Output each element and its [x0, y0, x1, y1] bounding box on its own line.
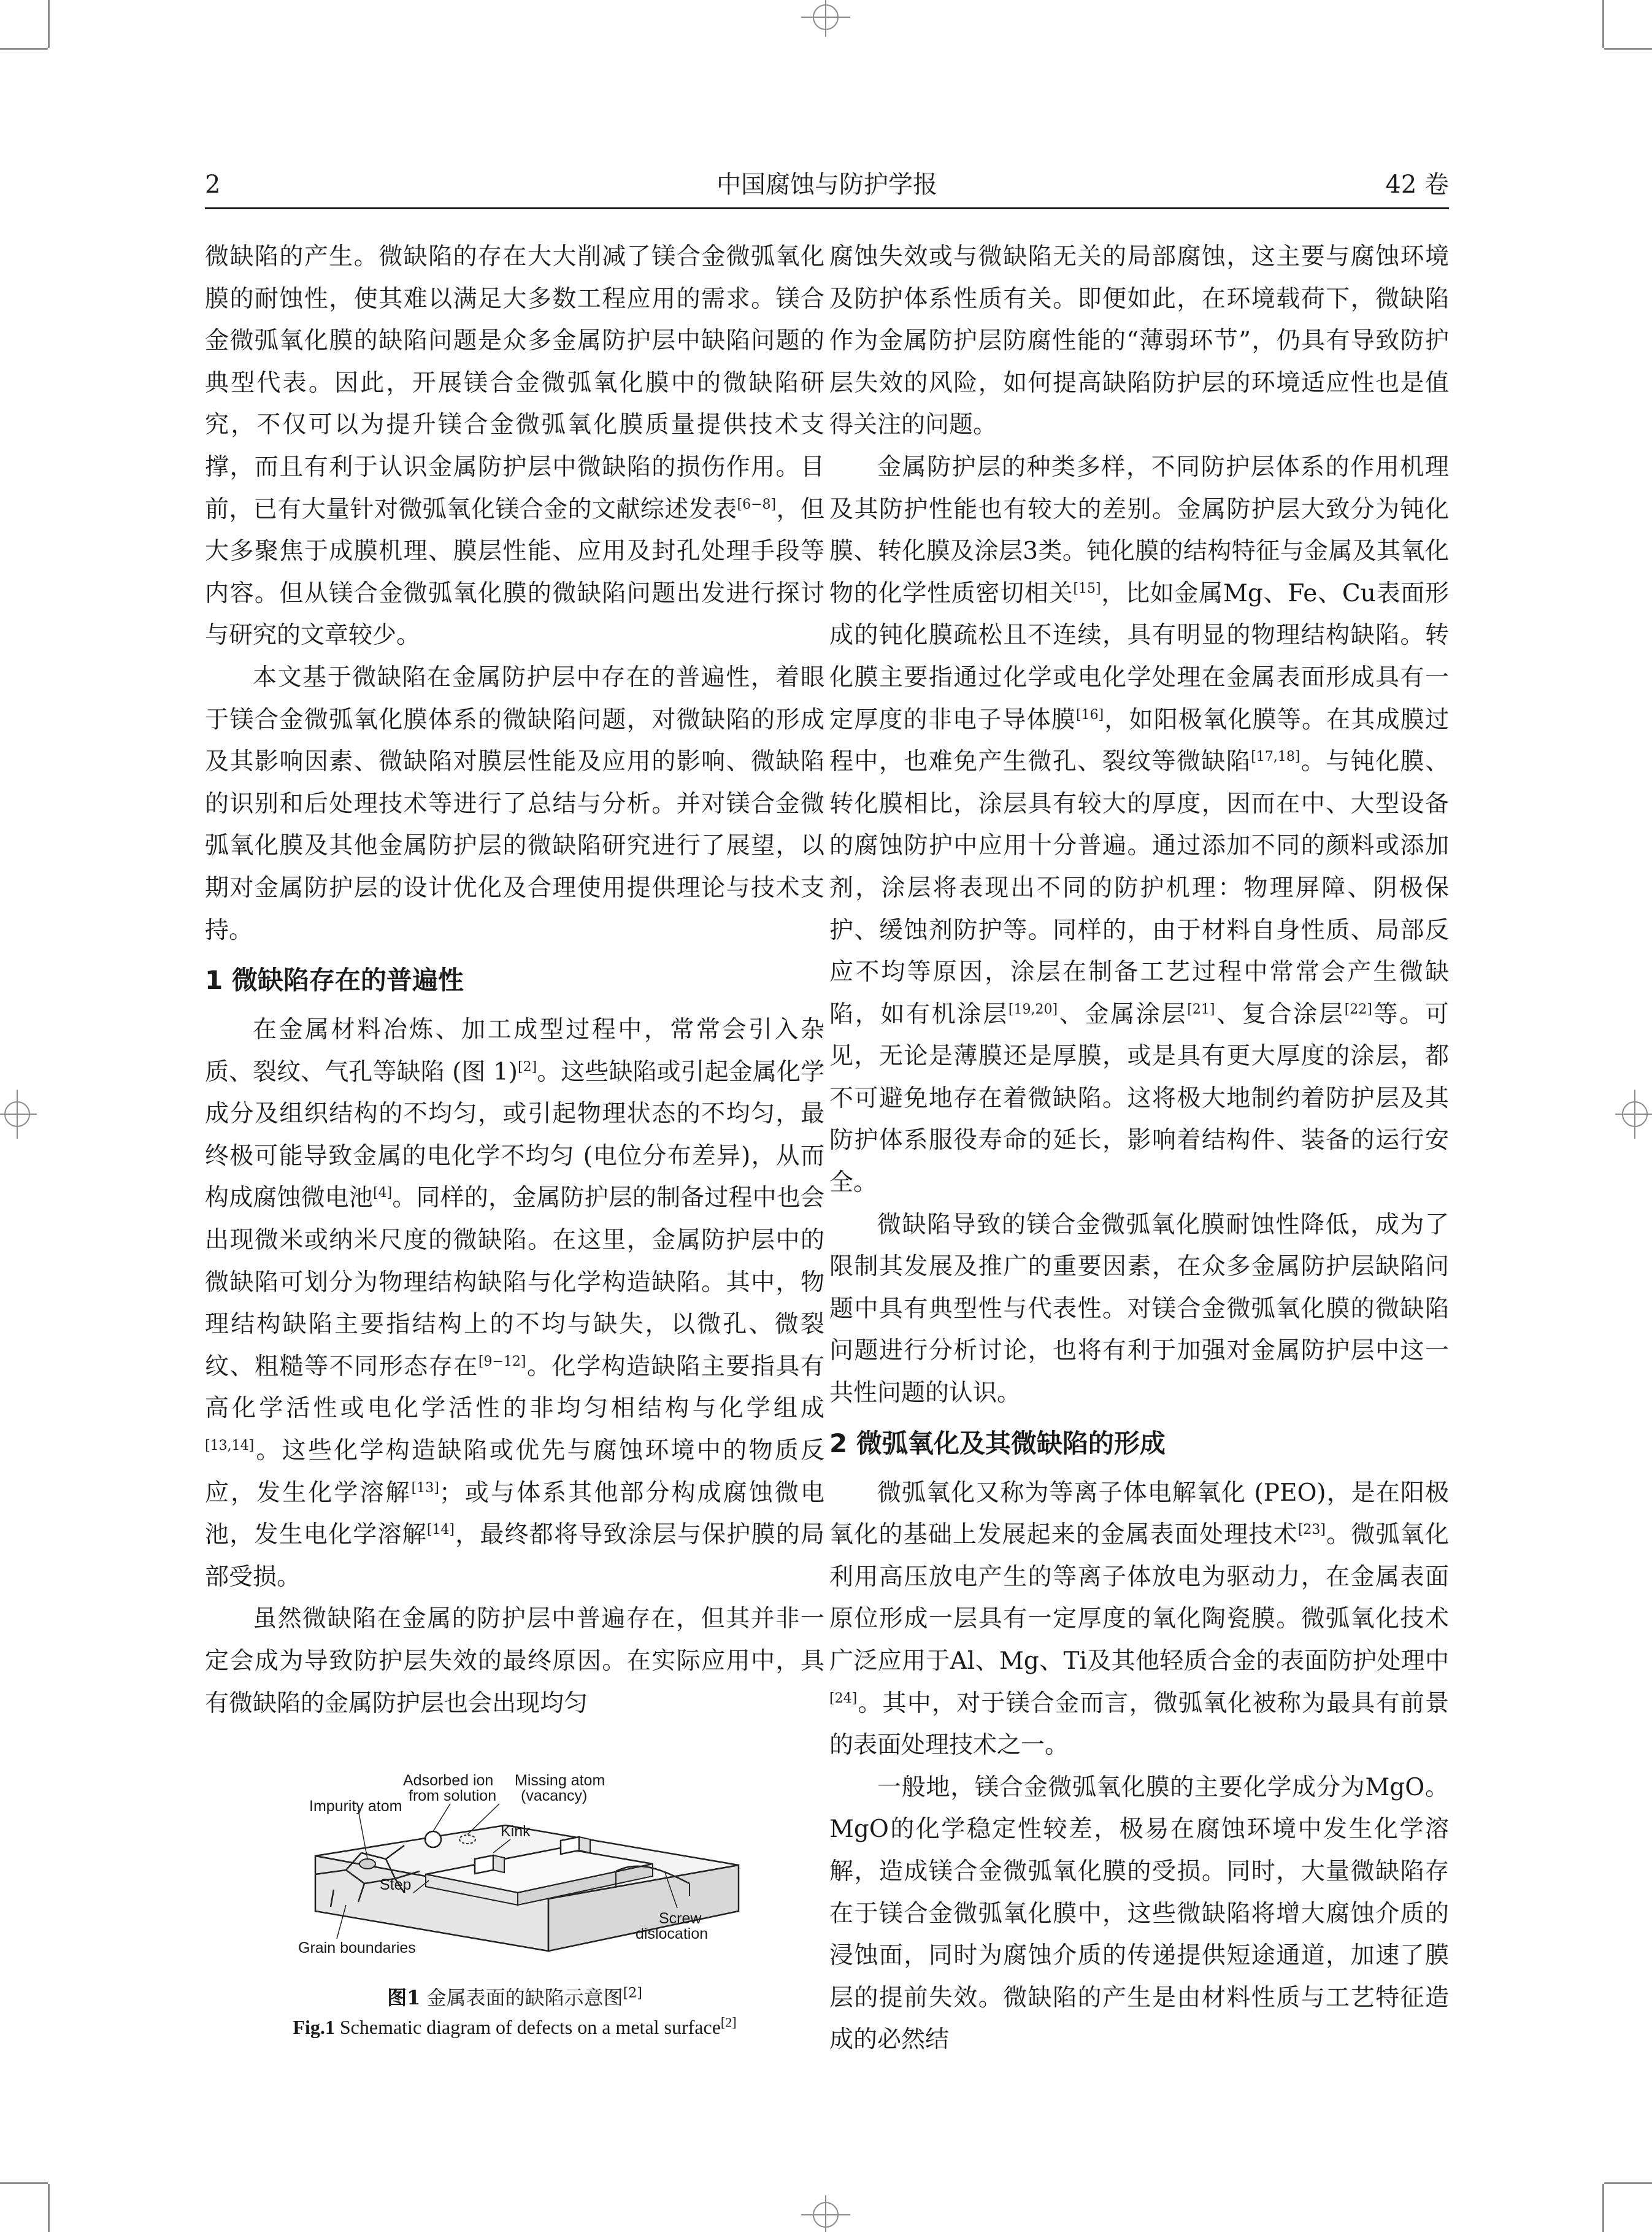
citation[interactable]: [19,20] — [1008, 1001, 1058, 1017]
citation[interactable]: [22] — [1344, 1001, 1372, 1017]
label-grain-boundaries: Grain boundaries — [298, 1939, 416, 1957]
registration-mark-right — [1615, 1090, 1652, 1139]
label-step: Step — [380, 1876, 412, 1893]
citation[interactable]: [9−12] — [478, 1353, 526, 1369]
registration-mark-left — [0, 1090, 37, 1139]
paragraph: 微缺陷的产生。微缺陷的存在大大削减了镁合金微弧氧化膜的耐蚀性，使其难以满足大多数工程应用的需求。镁合金微弧氧化膜的缺陷问题是众多金属防护层中缺陷问题的典型代表。因此，开展镁合金微弧氧化膜中的微缺陷研究，不仅可以为提升镁合金微弧氧化膜质量提供技术支撑，而且有利于认识金属防护层中微缺陷的损伤作用。目前，已有大量针对微弧氧化镁合金的文献综述发表[6−8]，但大多聚焦于成膜机理、膜层性能、应用及封孔处理手段等内容。但从镁合金微弧氧化膜的微缺陷问题出发进行探讨与研究的文章较少。 — [205, 243, 824, 650]
crop-mark-br-h — [1604, 2182, 1652, 2184]
label-missing-atom: Missing atom — [515, 1772, 605, 1789]
paragraph: 本文基于微缺陷在金属防护层中存在的普遍性，着眼于镁合金微弧氧化膜体系的微缺陷问题，对微缺陷的形成及其影响因素、微缺陷对膜层性能及应用的影响、微缺陷的识别和后处理技术等进行了总结与分析。并对镁合金微弧氧化膜及其他金属防护层的微缺陷研究进行了展望，以期对金属防护层的设计优化及合理使用提供理论与技术支持。 — [205, 663, 824, 944]
registration-mark-bottom — [801, 2195, 850, 2232]
paragraph: 微弧氧化又称为等离子体电解氧化 (PEO)，是在阳极氧化的基础上发展起来的金属表面处理技术[23]。微弧氧化利用高压放电产生的等离子体放电为驱动力，在金属表面原位形成一层具有一定厚度的氧化陶瓷膜。微弧氧化技术广泛应用于Al、Mg、Ti及其他轻质合金的表面防护处理中[24]。其中，对于镁合金而言，微弧氧化被称为最具有前景的表面处理技术之一。 — [829, 1479, 1449, 1760]
crop-mark-br-v — [1602, 2184, 1604, 2232]
citation[interactable]: [4] — [373, 1185, 393, 1201]
citation[interactable]: [15] — [1073, 580, 1101, 596]
registration-mark-top — [801, 0, 850, 37]
citation[interactable]: [2] — [623, 1985, 642, 2001]
section-heading: 2 微弧氧化及其微缺陷的形成 — [829, 1428, 1166, 1458]
metal-surface-defects-diagram — [272, 1767, 763, 1976]
figure-caption-cn: 图1 金属表面的缺陷示意图[2] — [387, 1985, 642, 2009]
citation[interactable]: [14] — [426, 1522, 455, 1538]
right-column — [829, 236, 1449, 2061]
label-adsorbed-ion-2: from solution — [409, 1787, 497, 1804]
section-heading: 1 微缺陷存在的普遍性 — [205, 965, 464, 996]
running-header — [205, 166, 1449, 209]
journal-title: 中国腐蚀与防护学报 — [717, 171, 937, 199]
citation[interactable]: [13,14] — [205, 1438, 255, 1454]
label-kink: Kink — [501, 1823, 531, 1840]
label-impurity-atom: Impurity atom — [309, 1798, 402, 1815]
crop-mark-tr-v — [1602, 0, 1604, 48]
label-screw: Screw — [659, 1910, 702, 1927]
citation[interactable]: [17,18] — [1251, 749, 1300, 765]
paragraph: 微缺陷导致的镁合金微弧氧化膜耐蚀性降低，成为了限制其发展及推广的重要因素，在众多金属防护层缺陷问题中具有典型性与代表性。对镁合金微弧氧化膜的微缺陷问题进行分析讨论，也将有利于加强对金属防护层中这一共性问题的认识。 — [829, 1210, 1449, 1407]
paragraph: 虽然微缺陷在金属的防护层中普遍存在，但其并非一定会成为导致防护层失效的最终原因。在实际应用中，具有微缺陷的金属防护层也会出现均匀 — [205, 1605, 824, 1717]
left-column — [205, 236, 824, 1725]
crop-mark-bl-v — [48, 2184, 50, 2232]
label-missing-atom-2: (vacancy) — [521, 1787, 588, 1804]
crop-mark-bl-h — [0, 2182, 48, 2184]
figure-1 — [205, 1767, 824, 2049]
label-screw-2: dislocation — [636, 1925, 709, 1942]
page-number: 2 — [205, 171, 221, 199]
paragraph: 在金属材料冶炼、加工成型过程中，常常会引入杂质、裂纹、气孔等缺陷 (图 1)[2]。这些缺陷或引起金属化学成分及组织结构的不均匀，或引起物理状态的不均匀，最终极可能导致金属的电化学不均匀 (电位分布差异)，从而构成腐蚀微电池[4]。同样的，金属防护层的制备过程中也会出现微米或纳米尺度的微缺陷。在这里，金属防护层中的微缺陷可划分为物理结构缺陷与化学构造缺陷。其中，物理结构缺陷主要指结构上的不均与缺失，以微孔、微裂纹、粗糙等不同形态存在[9−12]。化学构造缺陷主要指具有高化学活性或电化学活性的非均匀相结构与化学组成[13,14]。这些化学构造缺陷或优先与腐蚀环境中的物质反应，发生化学溶解[13]；或与体系其他部分构成腐蚀微电池，发生电化学溶解[14]，最终都将导致涂层与保护膜的局部受损。 — [205, 1016, 824, 1591]
crop-mark-tl-v — [48, 0, 50, 48]
citation[interactable]: [2] — [518, 1059, 537, 1075]
citation[interactable]: [21] — [1187, 1001, 1215, 1017]
citation[interactable]: [24] — [829, 1690, 858, 1706]
label-adsorbed-ion: Adsorbed ion — [403, 1772, 494, 1789]
citation[interactable]: [23] — [1297, 1522, 1326, 1538]
citation[interactable]: [2] — [720, 2014, 737, 2030]
citation[interactable]: [6−8] — [737, 496, 777, 512]
citation[interactable]: [16] — [1076, 707, 1104, 723]
paragraph: 腐蚀失效或与微缺陷无关的局部腐蚀，这主要与腐蚀环境及防护体系性质有关。即便如此，在环境载荷下，微缺陷作为金属防护层防腐性能的“薄弱环节”，仍具有导致防护层失效的风险，如何提高缺陷防护层的环境适应性也是值得关注的问题。 — [829, 243, 1449, 439]
crop-mark-tr-h — [1604, 48, 1652, 50]
figure-caption-en: Fig.1 Schematic diagram of defects on a metal surface[2] — [293, 2014, 737, 2038]
crop-mark-tl-h — [0, 48, 48, 50]
paragraph: 金属防护层的种类多样，不同防护层体系的作用机理及其防护性能也有较大的差别。金属防护层大致分为钝化膜、转化膜及涂层3类。钝化膜的结构特征与金属及其氧化物的化学性质密切相关[15]，比如金属Mg、Fe、Cu表面形成的钝化膜疏松且不连续，具有明显的物理结构缺陷。转化膜主要指通过化学或电化学处理在金属表面形成具有一定厚度的非电子导体膜[16]，如阳极氧化膜等。在其成膜过程中，也难免产生微孔、裂纹等微缺陷[17,18]。与钝化膜、转化膜相比，涂层具有较大的厚度，因而在中、大型设备的腐蚀防护中应用十分普遍。通过添加不同的颜料或添加剂，涂层将表现出不同的防护机理：物理屏障、阴极保护、缓蚀剂防护等。同样的，由于材料自身性质、局部反应不均等原因，涂层在制备工艺过程中常常会产生微缺陷，如有机涂层[19,20]、金属涂层[21]、复合涂层[22]等。可见，无论是薄膜还是厚膜，或是具有更大厚度的涂层，都不可避免地存在着微缺陷。这将极大地制约着防护层及其防护体系服役寿命的延长，影响着结构件、装备的运行安全。 — [829, 453, 1449, 1197]
paragraph: 一般地，镁合金微弧氧化膜的主要化学成分为MgO。MgO的化学稳定性较差，极易在腐蚀环境中发生化学溶解，造成镁合金微弧氧化膜的受损。同时，大量微缺陷存在于镁合金微弧氧化膜中，这些微缺陷将增大腐蚀介质的浸蚀面，同时为腐蚀介质的传递提供短途通道，加速了膜层的提前失效。微缺陷的产生是由材料性质与工艺特征造成的必然结 — [829, 1773, 1449, 2054]
volume-label: 42 卷 — [1385, 171, 1449, 199]
citation[interactable]: [13] — [411, 1480, 439, 1496]
